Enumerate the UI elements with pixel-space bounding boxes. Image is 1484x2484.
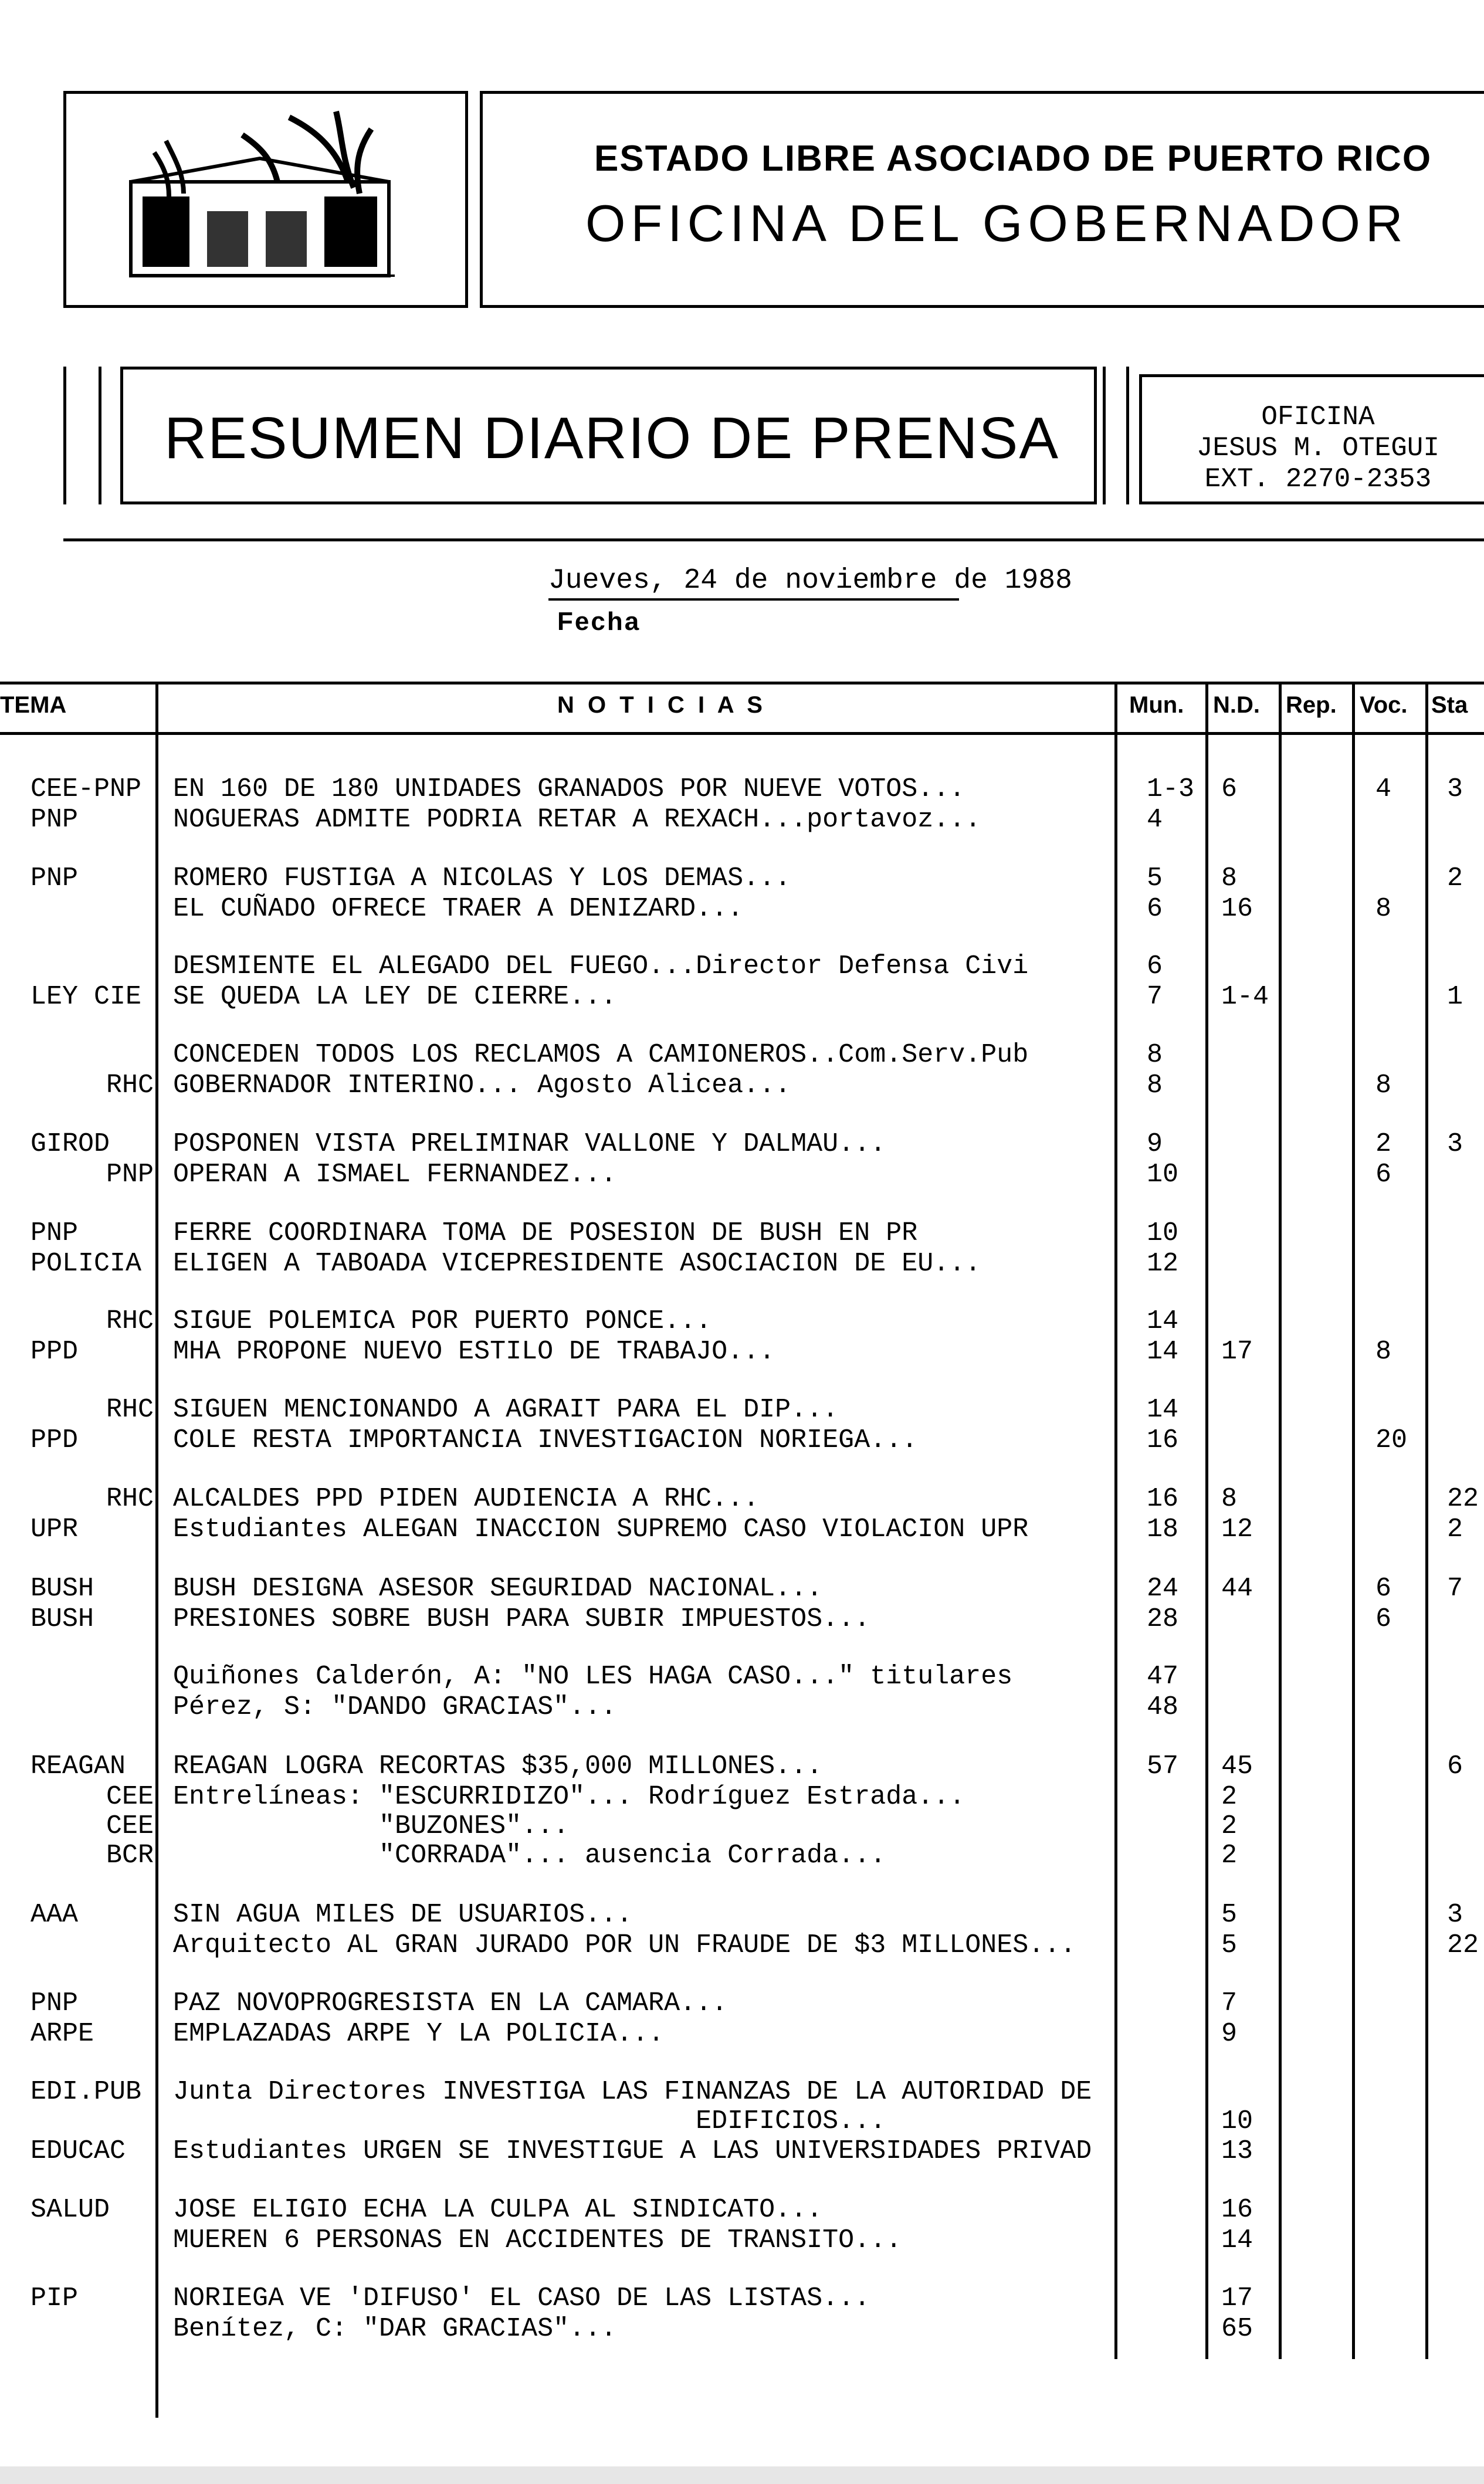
row-mun: 8 (1147, 1040, 1163, 1070)
row-tema: RHC (106, 1070, 154, 1100)
row-noticia: MHA PROPONE NUEVO ESTILO DE TRABAJO... (173, 1337, 775, 1367)
row-voc: 6 (1375, 1604, 1392, 1634)
office-contact-box (1139, 374, 1484, 504)
right-bars (1103, 367, 1132, 504)
row-nd: 2 (1221, 1782, 1238, 1812)
row-tema: PNP (31, 805, 79, 835)
row-tema: CEE (106, 1811, 154, 1841)
row-tema: PNP (31, 863, 79, 893)
table-row (0, 1988, 1484, 2019)
row-tema: REAGAN (31, 1751, 126, 1781)
row-noticia: POSPONEN VISTA PRELIMINAR VALLONE Y DALMAU... (173, 1129, 886, 1159)
table-row (0, 894, 1484, 924)
row-mun: 10 (1147, 1160, 1179, 1190)
row-noticia: REAGAN LOGRA RECORTAS $35,000 MILLONES... (173, 1751, 823, 1781)
table-row (0, 1751, 1484, 1782)
office-contact-name: JESUS M. OTEGUI (1196, 433, 1440, 463)
row-nd: 6 (1221, 774, 1238, 804)
row-tema: PIP (31, 2283, 79, 2313)
row-tema: ARPE (31, 2019, 94, 2049)
row-tema: RHC (106, 1395, 154, 1425)
row-tema: UPR (31, 1514, 79, 1544)
row-noticia: DESMIENTE EL ALEGADO DEL FUEGO...Director Defensa Civi (173, 951, 1029, 981)
row-nd: 12 (1221, 1514, 1253, 1544)
agency-line: ESTADO LIBRE ASOCIADO DE PUERTO RICO (594, 138, 1432, 179)
table-row (0, 1841, 1484, 1871)
row-nd: 13 (1221, 2136, 1253, 2166)
row-noticia: Estudiantes URGEN SE INVESTIGUE A LAS UNIVERSIDADES PRIVAD (173, 2136, 1092, 2166)
row-tema: CEE-PNP (31, 774, 142, 804)
row-noticia: Entrelíneas: "ESCURRIDIZO"... Rodríguez Estrada... (173, 1782, 965, 1812)
divider (63, 538, 1484, 541)
row-tema: GIROD (31, 1129, 110, 1159)
col-header-voc: Voc. (1360, 692, 1408, 718)
table-row (0, 1514, 1484, 1545)
row-mun: 6 (1147, 894, 1163, 924)
row-voc: 20 (1375, 1425, 1408, 1455)
row-tema: EDUCAC (31, 2136, 126, 2166)
row-sta: 3 (1447, 1900, 1463, 1930)
row-tema: SALUD (31, 2195, 110, 2225)
row-noticia: Estudiantes ALEGAN INACCION SUPREMO CASO VIOLACION UPR (173, 1514, 1029, 1544)
row-noticia: PRESIONES SOBRE BUSH PARA SUBIR IMPUESTOS... (173, 1604, 870, 1634)
scan-edge (0, 2466, 1484, 2484)
table-row (0, 1811, 1484, 1842)
row-sta: 3 (1447, 1129, 1463, 1159)
row-mun: 16 (1147, 1484, 1179, 1514)
row-mun: 12 (1147, 1249, 1179, 1279)
table-row (0, 1484, 1484, 1514)
row-voc: 2 (1375, 1129, 1392, 1159)
row-mun: 10 (1147, 1218, 1179, 1248)
row-noticia: OPERAN A ISMAEL FERNANDEZ... (173, 1160, 617, 1190)
table-row (0, 863, 1484, 894)
col-header-noticias: N O T I C I A S (557, 692, 766, 718)
row-sta: 3 (1447, 774, 1463, 804)
table-row (0, 951, 1484, 982)
table-row (0, 2019, 1484, 2049)
row-mun: 9 (1147, 1129, 1163, 1159)
col-header-nd: N.D. (1213, 692, 1260, 718)
row-mun: 18 (1147, 1514, 1179, 1544)
row-nd: 7 (1221, 1988, 1238, 2018)
left-bars (63, 367, 104, 504)
row-tema: RHC (106, 1306, 154, 1336)
table-row (0, 2106, 1484, 2137)
row-tema: BCR (106, 1841, 154, 1870)
table-row (0, 2195, 1484, 2225)
row-voc: 4 (1375, 774, 1392, 804)
row-sta: 1 (1447, 982, 1463, 1012)
table-row (0, 1425, 1484, 1456)
row-nd: 14 (1221, 2225, 1253, 2255)
row-mun: 24 (1147, 1574, 1179, 1604)
table-row (0, 2225, 1484, 2256)
row-mun: 28 (1147, 1604, 1179, 1634)
row-nd: 65 (1221, 2314, 1253, 2344)
row-mun: 16 (1147, 1425, 1179, 1455)
row-mun: 4 (1147, 805, 1163, 835)
row-nd: 2 (1221, 1841, 1238, 1870)
table-row (0, 1604, 1484, 1635)
table-row (0, 1070, 1484, 1101)
governor-seal-logo (63, 91, 468, 308)
table-row (0, 2077, 1484, 2107)
row-voc: 6 (1375, 1160, 1392, 1190)
row-tema: LEY CIE (31, 982, 142, 1012)
col-header-mun: Mun. (1129, 692, 1184, 718)
table-row (0, 1662, 1484, 1692)
row-noticia: EDIFICIOS... (173, 2106, 886, 2136)
row-nd: 9 (1221, 2019, 1238, 2049)
row-tema: PNP (31, 1218, 79, 1248)
row-mun: 5 (1147, 863, 1163, 893)
row-sta: 2 (1447, 863, 1463, 893)
table-row (0, 774, 1484, 805)
office-extension: EXT. 2270-2353 (1204, 464, 1432, 494)
table-row (0, 1160, 1484, 1190)
row-noticia: Pérez, S: "DANDO GRACIAS"... (173, 1692, 617, 1722)
table-row (0, 1395, 1484, 1425)
row-tema: PPD (31, 1337, 79, 1367)
title-block (480, 91, 1484, 308)
office-label: OFICINA (1261, 402, 1375, 432)
table-row (0, 1782, 1484, 1812)
row-noticia: Quiñones Calderón, A: "NO LES HAGA CASO..." titulares (173, 1662, 1013, 1692)
table-row (0, 1040, 1484, 1070)
row-noticia: Benítez, C: "DAR GRACIAS"... (173, 2314, 617, 2344)
table-row (0, 1218, 1484, 1249)
row-noticia: CONCEDEN TODOS LOS RECLAMOS A CAMIONEROS..Com.Serv.Pub (173, 1040, 1029, 1070)
row-tema: BUSH (31, 1574, 94, 1604)
row-tema: BUSH (31, 1604, 94, 1634)
row-noticia: SIN AGUA MILES DE USUARIOS... (173, 1900, 633, 1930)
row-noticia: SE QUEDA LA LEY DE CIERRE... (173, 982, 617, 1012)
row-nd: 8 (1221, 863, 1238, 893)
date-underline (548, 598, 959, 601)
banner-box (120, 367, 1097, 504)
row-noticia: EMPLAZADAS ARPE Y LA POLICIA... (173, 2019, 665, 2049)
row-noticia: "BUZONES"... (173, 1811, 570, 1841)
table-top-border (0, 682, 1484, 684)
col-header-tema: TEMA (0, 692, 67, 718)
row-mun: 14 (1147, 1395, 1179, 1425)
row-tema: CEE (106, 1782, 154, 1812)
row-noticia: SIGUE POLEMICA POR PUERTO PONCE... (173, 1306, 712, 1336)
date-label: Fecha (557, 607, 641, 636)
row-tema: AAA (31, 1900, 79, 1930)
row-sta: 7 (1447, 1574, 1463, 1604)
banner-title: RESUMEN DIARIO DE PRENSA (164, 405, 1060, 471)
row-sta: 6 (1447, 1751, 1463, 1781)
table-row (0, 1900, 1484, 1930)
row-noticia: NORIEGA VE 'DIFUSO' EL CASO DE LAS LISTAS... (173, 2283, 870, 2313)
row-nd: 8 (1221, 1484, 1238, 1514)
row-voc: 8 (1375, 1337, 1392, 1367)
row-nd: 2 (1221, 1811, 1238, 1841)
row-nd: 16 (1221, 2195, 1253, 2225)
row-noticia: EN 160 DE 180 UNIDADES GRANADOS POR NUEVE VOTOS... (173, 774, 965, 804)
row-tema: EDI.PUB (31, 2077, 142, 2107)
row-sta: 22 (1447, 1930, 1479, 1960)
row-noticia: FERRE COORDINARA TOMA DE POSESION DE BUSH EN PR (173, 1218, 918, 1248)
table-row (0, 1930, 1484, 1961)
table-header-border (0, 732, 1484, 735)
row-noticia: Arquitecto AL GRAN JURADO POR UN FRAUDE DE $3 MILLONES... (173, 1930, 1076, 1960)
col-header-rep: Rep. (1286, 692, 1337, 718)
row-nd: 10 (1221, 2106, 1253, 2136)
row-noticia: Junta Directores INVESTIGA LAS FINANZAS DE LA AUTORIDAD DE (173, 2077, 1092, 2107)
table-row (0, 2136, 1484, 2167)
row-noticia: COLE RESTA IMPORTANCIA INVESTIGACION NORIEGA... (173, 1425, 918, 1455)
row-tema: POLICIA (31, 1249, 142, 1279)
row-noticia: MUEREN 6 PERSONAS EN ACCIDENTES DE TRANSITO... (173, 2225, 902, 2255)
row-mun: 1-3 (1147, 774, 1195, 804)
row-noticia: JOSE ELIGIO ECHA LA CULPA AL SINDICATO... (173, 2195, 823, 2225)
table-row (0, 1692, 1484, 1723)
table-row (0, 1574, 1484, 1604)
row-noticia: ROMERO FUSTIGA A NICOLAS Y LOS DEMAS... (173, 863, 791, 893)
row-nd: 17 (1221, 1337, 1253, 1367)
table-row (0, 1306, 1484, 1337)
table-row (0, 1337, 1484, 1367)
row-noticia: SIGUEN MENCIONANDO A AGRAIT PARA EL DIP... (173, 1395, 839, 1425)
row-nd: 45 (1221, 1751, 1253, 1781)
row-voc: 8 (1375, 1070, 1392, 1100)
row-mun: 57 (1147, 1751, 1179, 1781)
row-voc: 6 (1375, 1574, 1392, 1604)
row-noticia: "CORRADA"... ausencia Corrada... (173, 1841, 886, 1870)
row-noticia: ALCALDES PPD PIDEN AUDIENCIA A RHC... (173, 1484, 760, 1514)
row-nd: 5 (1221, 1930, 1238, 1960)
row-mun: 7 (1147, 982, 1163, 1012)
row-nd: 5 (1221, 1900, 1238, 1930)
table-row (0, 2314, 1484, 2344)
table-row (0, 1249, 1484, 1279)
row-voc: 8 (1375, 894, 1392, 924)
row-nd: 44 (1221, 1574, 1253, 1604)
fortaleza-building-icon (66, 94, 465, 305)
table-row (0, 1129, 1484, 1160)
row-noticia: PAZ NOVOPROGRESISTA EN LA CAMARA... (173, 1988, 728, 2018)
row-mun: 14 (1147, 1306, 1179, 1336)
row-noticia: ELIGEN A TABOADA VICEPRESIDENTE ASOCIACION DE EU... (173, 1249, 981, 1279)
row-mun: 47 (1147, 1662, 1179, 1692)
row-noticia: NOGUERAS ADMITE PODRIA RETAR A REXACH...portavoz... (173, 805, 981, 835)
row-noticia: BUSH DESIGNA ASESOR SEGURIDAD NACIONAL... (173, 1574, 823, 1604)
row-mun: 8 (1147, 1070, 1163, 1100)
row-mun: 14 (1147, 1337, 1179, 1367)
row-nd: 1-4 (1221, 982, 1269, 1012)
row-sta: 22 (1447, 1484, 1479, 1514)
row-nd: 16 (1221, 894, 1253, 924)
row-tema: RHC (106, 1484, 154, 1514)
table-row (0, 2283, 1484, 2314)
row-mun: 48 (1147, 1692, 1179, 1722)
row-noticia: EL CUÑADO OFRECE TRAER A DENIZARD... (173, 894, 744, 924)
row-mun: 6 (1147, 951, 1163, 981)
table-row (0, 805, 1484, 835)
row-sta: 2 (1447, 1514, 1463, 1544)
row-noticia: GOBERNADOR INTERINO... Agosto Alicea... (173, 1070, 791, 1100)
row-tema: PNP (106, 1160, 154, 1190)
office-title: OFICINA DEL GOBERNADOR (585, 194, 1408, 252)
table-row (0, 982, 1484, 1012)
date-value: Jueves, 24 de noviembre de 1988 (548, 565, 1072, 597)
row-nd: 17 (1221, 2283, 1253, 2313)
row-tema: PNP (31, 1988, 79, 2018)
col-header-sta: Sta (1431, 692, 1468, 718)
row-tema: PPD (31, 1425, 79, 1455)
